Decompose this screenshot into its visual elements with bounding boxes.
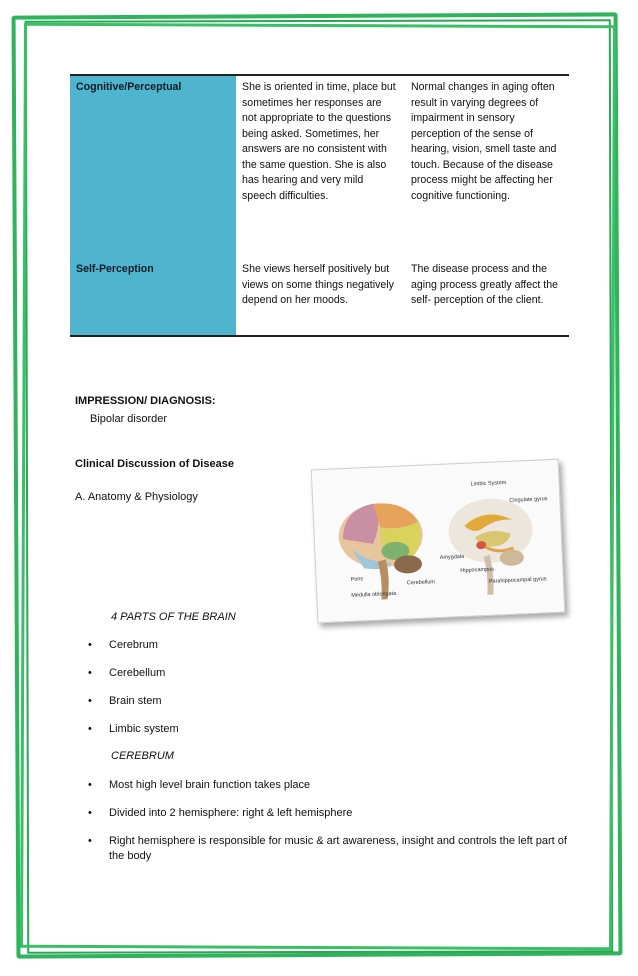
list-item-text: Divided into 2 hemisphere: right & left hemisphere bbox=[109, 807, 353, 819]
row-analysis: Normal changes in aging often result in varying degrees of impairment in sensory perception of the sense of hearing, vision, smell taste and touch. Because of the disease process might be affecting her cognitive functioning. bbox=[411, 81, 557, 202]
label-cingulate: Cingulate gyrus bbox=[509, 496, 548, 504]
cerebrum-heading: CEREBRUM bbox=[111, 750, 174, 762]
row-finding: She is oriented in time, place but sometimes her responses are not appropriate to the questions being asked. Sometimes, her answers are no consistent with the same question. She is also has hearing and very mild speech difficulties. bbox=[242, 81, 396, 202]
bullet: • bbox=[88, 639, 92, 651]
table-row bbox=[70, 75, 569, 258]
label-cerebellum: Cerebellum bbox=[406, 579, 436, 587]
anatomy-subheading: A. Anatomy & Physiology bbox=[75, 491, 198, 503]
assessment-table bbox=[70, 74, 569, 337]
list-item-text: Cerebellum bbox=[109, 667, 166, 679]
label-amygdala: Amygdala bbox=[439, 553, 465, 561]
list-item-text: Limbic system bbox=[109, 723, 179, 735]
list-item-text: Cerebrum bbox=[109, 639, 158, 651]
bullet: • bbox=[88, 807, 92, 819]
bullet: • bbox=[88, 723, 92, 735]
list-item-text: Right hemisphere is responsible for music & art awareness, insight and controls the left part of the body bbox=[109, 835, 567, 862]
label-hippocampus: Hippocampus bbox=[460, 566, 495, 575]
brain-diagram-image bbox=[311, 459, 565, 624]
list-item-text: Brain stem bbox=[109, 695, 162, 707]
impression-value: Bipolar disorder bbox=[90, 413, 168, 425]
row-analysis: The disease process and the aging process greatly affect the self- perception of the client. bbox=[411, 263, 559, 306]
row-label: Self-Perception bbox=[70, 258, 236, 336]
bullet: • bbox=[88, 835, 92, 847]
parts-heading: 4 PARTS OF THE BRAIN bbox=[111, 611, 236, 623]
row-finding: She views herself positively but views on some things negatively depend on her moods. bbox=[242, 263, 394, 306]
table-row bbox=[70, 258, 569, 336]
bullet: • bbox=[88, 695, 92, 707]
impression-heading: IMPRESSION/ DIAGNOSIS: bbox=[75, 395, 216, 407]
row-label: Cognitive/Perceptual bbox=[70, 75, 236, 258]
bullet: • bbox=[88, 667, 92, 679]
clinical-heading: Clinical Discussion of Disease bbox=[75, 458, 234, 470]
label-medulla: Medulla oblongata bbox=[351, 590, 397, 599]
label-parahippocampal: Parahippocampal gyrus bbox=[488, 576, 547, 585]
bullet: • bbox=[88, 779, 92, 791]
label-pons: Pons bbox=[350, 576, 364, 583]
list-item-text: Most high level brain function takes place bbox=[109, 779, 311, 791]
label-limbic-system: Limbic System bbox=[470, 479, 507, 488]
